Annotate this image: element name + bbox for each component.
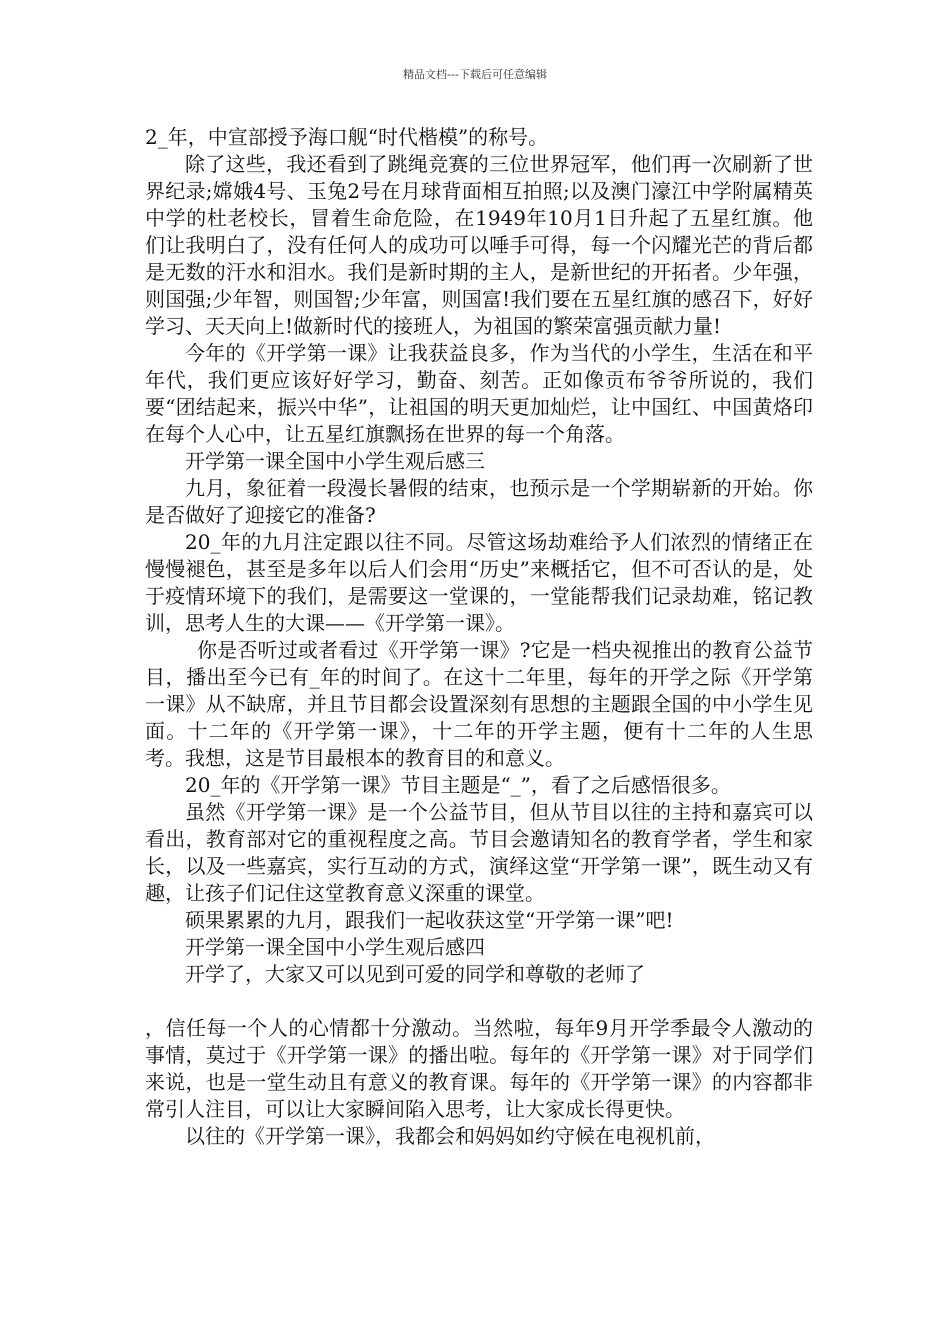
paragraph-1: 2_年，中宣部授予海口舰“时代楷模”的称号。 xyxy=(145,125,549,149)
paragraph-3: 今年的《开学第一课》让我获益良多，作为当代的小学生，生活在和平年代，我们更应该好好学习，勤奋、刻苦。正如像贡布爷爷所说的，我们要“团结起来，振兴中华”，让祖国的明天更加灿烂，让中国红、中国黄烙印在每个人心中，让五星红旗飘扬在世界的每一个角落。 xyxy=(145,341,813,446)
paragraph-5: 20_年的九月注定跟以往不同。尽管这场劫难给予人们浓烈的情绪正在慢慢褪色，甚至是多年以后人们会用“历史”来概括它，但不可否认的是，处于疫情环境下的我们，是需要这一堂课的，一堂能帮我们记录劫难，铭记教训，思考人生的大课——《开学第一课》。 xyxy=(145,530,813,635)
document-body xyxy=(145,124,813,1150)
paragraph-12: 以往的《开学第一课》，我都会和妈妈如约守候在电视机前， xyxy=(185,1124,715,1148)
paragraph-4: 九月，象征着一段漫长暑假的结束，也预示是一个学期崭新的开始。你是否做好了迎接它的准备? xyxy=(145,476,813,527)
paragraph-2: 除了这些，我还看到了跳绳竞赛的三位世界冠军，他们再一次刷新了世界纪录;嫦娥4号、玉兔2号在月球背面相互拍照;以及澳门濠江中学附属精英中学的杜老校长，冒着生命危险，在1949年10月1日升起了五星红旗。他们让我明白了，没有任何人的成功可以唾手可得，每一个闪耀光芒的背后都是无数的汗水和泪水。我们是新时期的主人，是新世纪的开拓者。少年强，则国强;少年智，则国智;少年富，则国富!我们要在五星红旗的感召下，好好学习、天天向上!做新时代的接班人，为祖国的繁荣富强贡献力量! xyxy=(145,152,813,338)
paragraph-11: ，信任每一个人的心情都十分激动。当然啦，每年9月开学季最令人激动的事情，莫过于《开学第一课》的播出啦。每年的《开学第一课》对于同学们来说，也是一堂生动且有意义的教育课。每年的《开学第一课》的内容都非常引人注目，可以让大家瞬间陷入思考，让大家成长得更快。 xyxy=(145,1016,813,1121)
paragraph-8: 虽然《开学第一课》是一个公益节目，但从节目以往的主持和嘉宾可以看出，教育部对它的重视程度之高。节目会邀请知名的教育学者，学生和家长，以及一些嘉宾，实行互动的方式，演绎这堂“开学第一课”，既生动又有趣，让孩子们记住这堂教育意义深重的课堂。 xyxy=(145,800,813,905)
section-heading-4: 开学第一课全国中小学生观后感四 xyxy=(185,935,485,959)
paragraph-7: 20_年的《开学第一课》节目主题是“_”，看了之后感悟很多。 xyxy=(185,773,731,797)
page-header: 精品文档---下载后可任意编辑 xyxy=(403,68,547,81)
paragraph-9: 硕果累累的九月，跟我们一起收获这堂“开学第一课”吧! xyxy=(185,908,674,932)
paragraph-6: 你是否听过或者看过《开学第一课》?它是一档央视推出的教育公益节目，播出至今已有_年的时间了。在这十二年里，每年的开学之际《开学第一课》从不缺席，并且节目都会设置深刻有思想的主题跟全国的中小学生见面。十二年的《开学第一课》，十二年的开学主题，便有十二年的人生思考。我想，这是节目最根本的教育目的和意义。 xyxy=(145,638,813,770)
paragraph-10: 开学了，大家又可以见到可爱的同学和尊敬的老师了 xyxy=(185,962,645,986)
blank-line xyxy=(145,988,813,1015)
section-heading-3: 开学第一课全国中小学生观后感三 xyxy=(185,449,485,473)
